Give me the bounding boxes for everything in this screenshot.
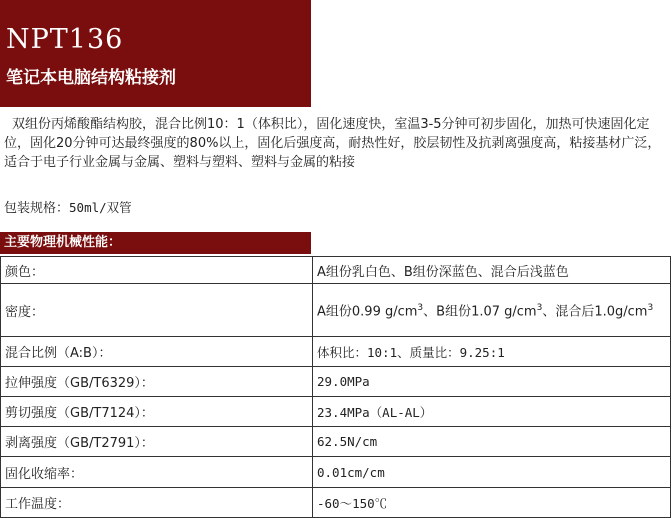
table-row <box>1 284 671 337</box>
property-value: A组份乳白色、B组份深蓝色、混合后浅蓝色 <box>313 257 671 284</box>
table-row <box>1 257 671 284</box>
density-b: 、B组份1.07 g/cm <box>423 304 537 320</box>
property-key: 工作温度： <box>1 488 313 518</box>
property-key: 拉伸强度（GB/T6329）： <box>1 367 313 397</box>
property-key: 密度： <box>1 284 313 337</box>
property-value: 23.4MPa（AL-AL） <box>313 397 671 427</box>
product-title-banner <box>0 0 311 107</box>
packaging-label: 包装规格： <box>4 201 70 216</box>
properties-table <box>0 256 671 518</box>
product-description <box>4 115 668 172</box>
property-key: 剪切强度（GB/T7124）： <box>1 397 313 427</box>
table-row <box>1 457 671 488</box>
packaging-spec <box>4 197 132 216</box>
property-key: 剥离强度（GB/T2791）： <box>1 427 313 457</box>
density-a-unit-exp: 3 <box>417 302 424 313</box>
table-row <box>1 397 671 427</box>
product-code: NPT136 <box>6 24 124 55</box>
density-mixed: 、混合后1.0g/cm <box>542 304 648 320</box>
product-name: 笔记本电脑结构粘接剂 <box>6 68 176 88</box>
density-mixed-unit-exp: 3 <box>647 302 654 313</box>
property-value: -60～150℃ <box>313 488 671 518</box>
property-value: 体积比：10:1、质量比：9.25:1 <box>313 337 671 367</box>
table-row <box>1 367 671 397</box>
table-row <box>1 488 671 518</box>
property-key: 混合比例（A:B）： <box>1 337 313 367</box>
table-row <box>1 337 671 367</box>
property-value: 62.5N/cm <box>313 427 671 457</box>
property-value: 0.01cm/cm <box>313 457 671 488</box>
density-a: A组份0.99 g/cm <box>317 304 418 320</box>
table-row <box>1 427 671 457</box>
property-value: 29.0MPa <box>313 367 671 397</box>
density-b-unit-exp: 3 <box>536 302 543 313</box>
packaging-value: 50ml/双管 <box>69 200 132 215</box>
properties-section-title: 主要物理机械性能： <box>0 232 311 254</box>
description-text: 双组份丙烯酸酯结构胶，混合比例10：1（体积比），固化速度快，室温3-5分钟可初步固化，加热可快速固化定位，固化20分钟可达最终强度的80%以上，固化后强度高，耐热性好，胶层韧性及抗剥离强度高，粘接基材广泛，适合于电子行业金属与金属、塑料与塑料、塑料与金属的粘接 <box>4 117 661 170</box>
property-key: 固化收缩率： <box>1 457 313 488</box>
property-key: 颜色： <box>1 257 313 284</box>
property-value <box>313 284 671 337</box>
